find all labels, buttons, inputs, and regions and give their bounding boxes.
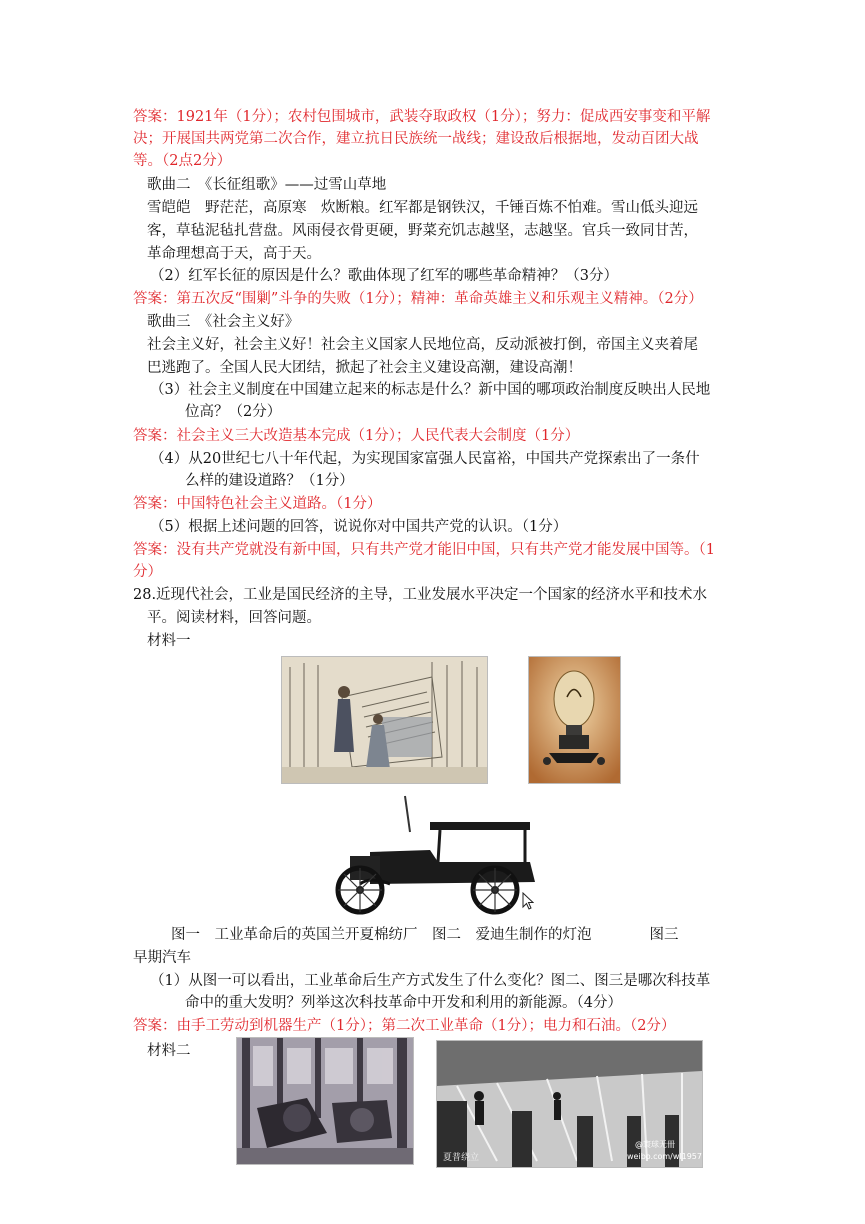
song-3-lyrics-line-1: 社会主义好，社会主义好！社会主义国家人民地位高，反动派被打倒，帝国主义夹着尾 <box>147 337 698 353</box>
answer-1-line-1: 答案：1921年（1分）；农村包围城市，武装夺取政权（1分）；努力：促成西安事变和平解 <box>133 109 711 125</box>
workshop-illustration <box>237 1038 413 1164</box>
song-2-lyrics-line-3: 革命理想高于天，高于天。 <box>147 246 321 262</box>
song-3-lyrics-line-2: 巴逃跑了。全国人民大团结，掀起了社会主义建设高潮，建设高潮！ <box>147 360 582 376</box>
question-4-line-2: 么样的建设道路？（1分） <box>185 473 354 489</box>
material-1-label: 材料一 <box>147 633 191 649</box>
question-5: （5）根据上述问题的回答，说说你对中国共产党的认识。（1分） <box>150 519 568 535</box>
machine-workshop-photo <box>236 1037 414 1165</box>
early-car-figure <box>330 792 540 917</box>
question-28-1-line-1: （1）从图一可以看出，工业革命后生产方式发生了什么变化？图二、图三是哪次科技革 <box>150 973 711 989</box>
answer-5-line-1: 答案：没有共产党就没有新中国，只有共产党才能旧中国，只有共产党才能发展中国等。（1 <box>133 542 715 558</box>
light-bulb-icon <box>529 657 620 783</box>
spinning-mill-photo <box>436 1040 703 1168</box>
song-2-lyrics-line-2: 客，草毡泥毡扎营盘。风雨侵衣骨更硬，野菜充饥志越坚，志越坚。官兵一致同甘苦， <box>147 223 698 239</box>
question-28-line-2: 平。阅读材料，回答问题。 <box>147 610 321 626</box>
figure-captions-line-1: 图一 工业革命后的英国兰开夏棉纺厂 图二 爱迪生制作的灯泡 图三 <box>171 927 679 943</box>
photo-label: 夏普绕立 <box>443 1153 480 1163</box>
cotton-mill-figure <box>281 656 488 784</box>
car-illustration <box>330 792 540 917</box>
song-2-lyrics-line-1: 雪皑皑 野茫茫，高原寒 炊断粮。红军都是钢铁汉，千锤百炼不怕难。雪山低头迎远 <box>147 200 698 216</box>
answer-5-line-2: 分） <box>133 564 162 580</box>
material-2-label: 材料二 <box>147 1043 191 1059</box>
answer-2: 答案：第五次反“围剿”斗争的失败（1分）；精神：革命英雄主义和乐观主义精神。（2分） <box>133 291 703 307</box>
question-28-1-line-2: 命中的重大发明？列举这次科技革命中开发和利用的新能源。（4分） <box>185 995 622 1011</box>
answer-3: 答案：社会主义三大改造基本完成（1分）；人民代表大会制度（1分） <box>133 428 580 444</box>
question-28-line-1: 28.近现代社会，工业是国民经济的主导，工业发展水平决定一个国家的经济水平和技术水 <box>133 587 708 603</box>
song-3-title: 歌曲三 《社会主义好》 <box>147 314 300 330</box>
question-2: （2）红军长征的原因是什么？歌曲体现了红军的哪些革命精神？（3分） <box>150 268 618 284</box>
answer-1-line-3: 等。（2点2分） <box>133 153 232 169</box>
answer-4: 答案：中国特色社会主义道路。（1分） <box>133 496 382 512</box>
question-3-line-1: （3）社会主义制度在中国建立起来的标志是什么？新中国的哪项政治制度反映出人民地 <box>150 382 711 398</box>
spinning-mill-illustration <box>437 1041 702 1167</box>
answer-1-line-2: 决；开展国共两党第二次合作，建立抗日民族统一战线；建设敌后根据地，发动百团大战 <box>133 131 699 147</box>
edison-bulb-figure <box>528 656 621 784</box>
cotton-mill-illustration <box>282 657 487 783</box>
mouse-cursor-icon <box>522 892 534 910</box>
song-2-title: 歌曲二 《长征组歌》——过雪山草地 <box>147 177 387 193</box>
question-4-line-1: （4）从20世纪七八十年代起，为实现国家富强人民富裕，中国共产党探索出了一条什 <box>150 451 700 467</box>
figure-captions-line-2: 早期汽车 <box>133 950 191 966</box>
answer-28-1: 答案：由手工劳动到机器生产（1分）；第二次工业革命（1分）；电力和石油。（2分） <box>133 1018 676 1034</box>
weibo-watermark-name: @寰球无冊 <box>635 1140 675 1149</box>
question-3-line-2: 位高？（2分） <box>185 404 282 420</box>
weibo-watermark-url: weibo.com/wl1957 <box>627 1152 702 1161</box>
